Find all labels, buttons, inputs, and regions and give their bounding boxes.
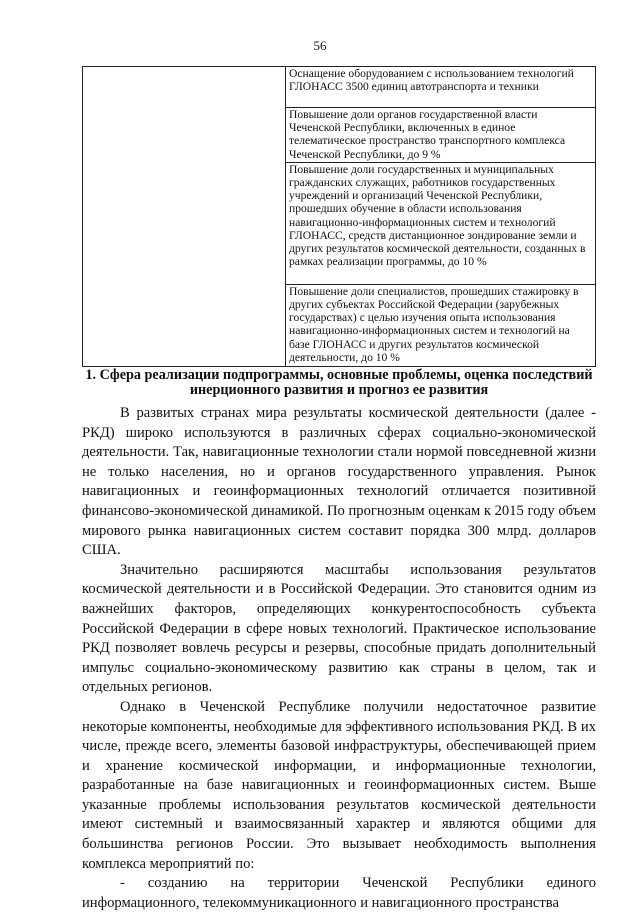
section-title: 1. Сфера реализации подпрограммы, основные проблемы, оценка последствий инерционного развития и прогноз ее развития xyxy=(85,367,593,398)
paragraph: В развитых странах мира результаты космической деятельности (далее - РКД) широко используются в различных сферах социально-экономической деятельности. Так, навигационные технологии стали нормой повседневной жизни не только населения, но и органов государственного управления. Рынок навигационных и геоинформационных технологий отличается позитивной финансово-экономической динамикой. По прогнозным оценкам к 2015 году объем мирового рынка навигационных систем составит порядка 300 млрд. долларов США. xyxy=(82,405,596,559)
table-row xyxy=(83,67,596,108)
page-number: 56 xyxy=(313,38,327,53)
table-cell: Повышение доли государственных и муниципальных гражданских служащих, работников государственных учреждений и организаций Чеченской Республики, прошедших обучение в области использования навигационно-информационных систем и технологий ГЛОНАСС, средств дистанционное зондирование земли и других результатов космической деятельности, созданных в рамках реализации программы, до 10 % xyxy=(286,162,596,284)
table-cell: Повышение доли специалистов, прошедших стажировку в других субъектах Российской Федерации (зарубежных государствах) с целью изучения опыта использования навигационно-информационных систем и технологий на базе ГЛОНАСС и других результатов космической деятельности, до 10 % xyxy=(286,284,596,366)
paragraph: - созданию на территории Чеченской Республики единого информационного, телекоммуникационного и навигационного пространства xyxy=(82,875,596,911)
table-cell: Повышение доли органов государственной власти Чеченской Республики, включенных в единое телематическое пространство транспортного комплекса Чеченской Республики, до 9 % xyxy=(286,108,596,163)
table-cell: Оснащение оборудованием с использованием технологий ГЛОНАСС 3500 единиц автотранспорта и техники xyxy=(286,67,596,108)
paragraph: Однако в Чеченской Республике получили недостаточное развитие некоторые компоненты, необходимые для эффективного использования РКД. В их числе, прежде всего, элементы базовой инфраструктуры, обеспечивающей прием и хранение космической информации, и информационные технологии, разработанные на базе навигационных и геоинформационных систем. Выше указанные проблемы использования результатов космической деятельности имеют системный и взаимосвязанный характер и являются общими для большинства регионов России. Это вызывает необходимость выполнения комплекса мероприятий по: xyxy=(82,698,596,872)
indicators-table xyxy=(82,66,596,367)
table-cell-empty xyxy=(83,67,286,367)
paragraph: Значительно расширяются масштабы использования результатов космической деятельности и в Российской Федерации. Это становится одним из важнейших факторов, определяющих конкурентоспособность субъекта Российской Федерации в сфере новых технологий. Практическое использование РКД позволяет вовлечь ресурсы и резервы, способные придать дополнительный импульс социально-экономическому развитию как страны в целом, так и отдельных регионов. xyxy=(82,561,596,696)
body-text xyxy=(82,404,596,913)
